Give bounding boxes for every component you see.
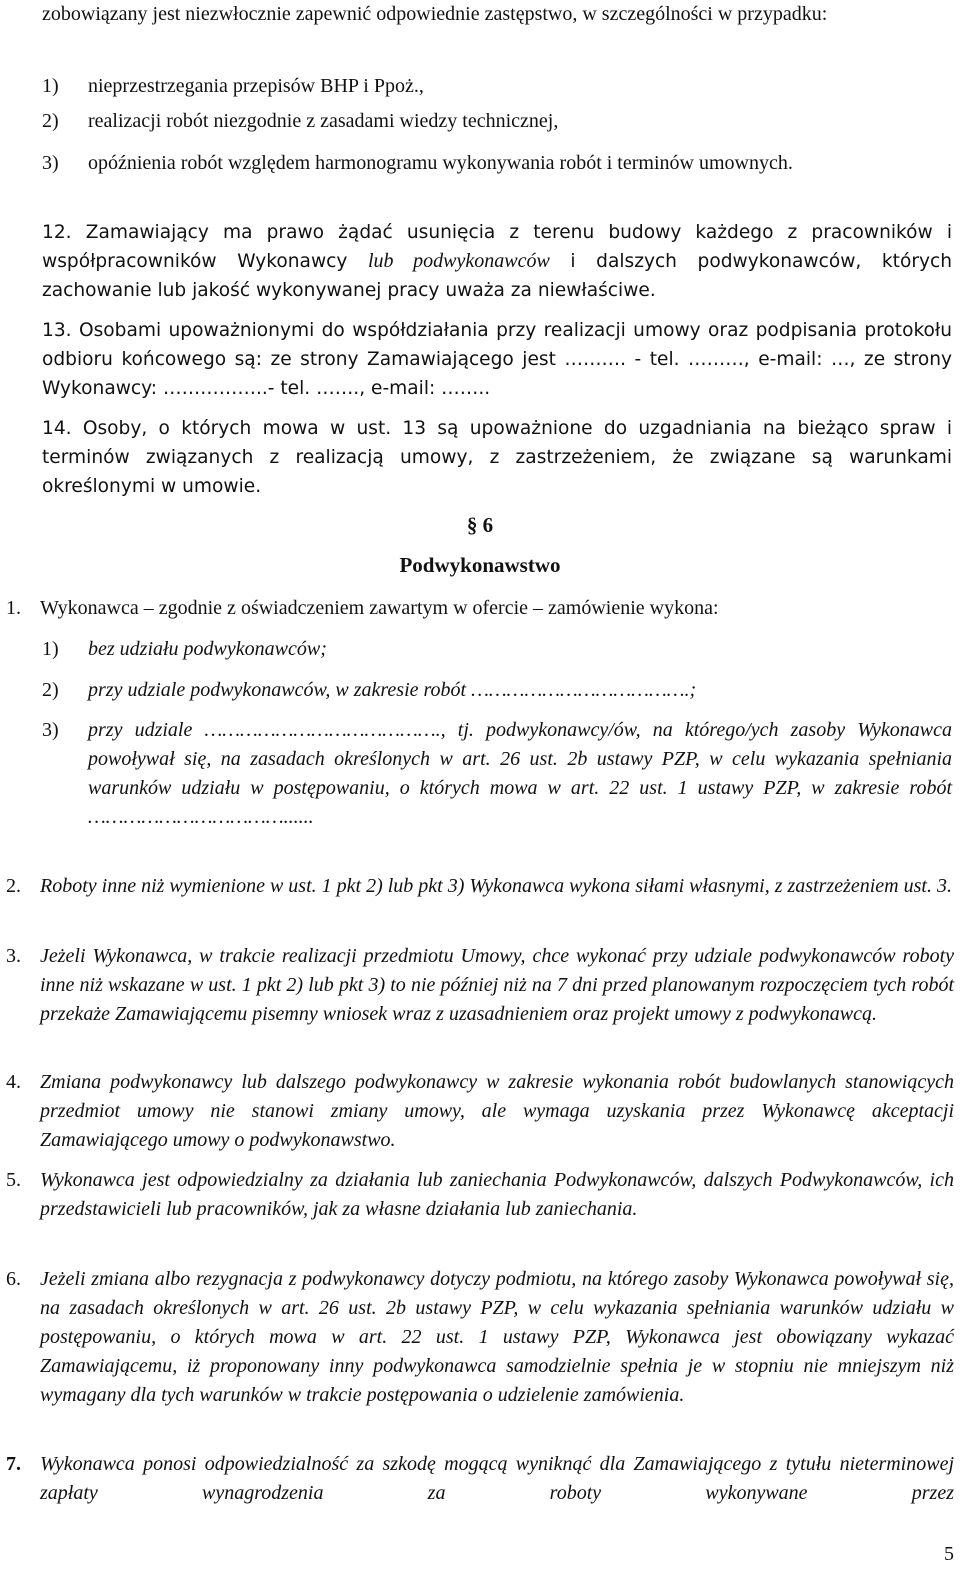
point-text: Zmiana podwykonawcy lub dalszego podwykonawcy w zakresie wykonania robót budowlanych stanowiących przedmiot umowy nie stanowi zmiany umowy, ale wymaga uzyskania przez Wykonawcę akceptacji Zamawiającego umowy o podwykonawstwo. <box>40 1071 954 1151</box>
point-text: Jeżeli zmiana albo rezygnacja z podwykonawcy dotyczy podmiotu, na którego zasoby Wykonawca powoływał się, na zasadach określonych w art. 26 ust. 2b ustawy PZP, w celu wykazania spełniania warunków udziału w postępowaniu, o których mowa w art. 22 ust. 1 ustawy PZP, Wykonawca jest obowiązany wykazać Zamawiającemu, iż proponowany inny podwykonawca samodzielnie spełnia je w stopniu nie mniejszym niż wymagany dla tych warunków w trakcie postępowania o udzielenie zamówienia. <box>40 1268 954 1406</box>
paragraph-12-text-c: i dalszych podwykonawców, których zachowanie lub jakość wykonywanej pracy uważa za niewłaściwe. <box>42 251 952 301</box>
point-1 <box>0 594 954 623</box>
point-text: Wykonawca – zgodnie z oświadczeniem zawartym w ofercie – zamówienie wykona: <box>40 597 719 619</box>
paragraph-12-text-a: Zamawiający ma prawo żądać usunięcia z terenu budowy każdego z pracowników i współpracowników Wykonawcy <box>42 222 952 272</box>
paragraph-14: 14. Osoby, o których mowa w ust. 13 są upoważnione do uzgadniania na bieżąco spraw i terminów związanych z realizacją umowy, z zastrzeżeniem, że związane są warunkami określonymi w umowie. <box>42 418 952 497</box>
case-item-1 <box>42 72 952 101</box>
case-text: opóźnienia robót względem harmonogramu wykonywania robót i terminów umownych. <box>88 152 793 174</box>
point-text: Jeżeli Wykonawca, w trakcie realizacji przedmiotu Umowy, chce wykonać przy udziale podwykonawców roboty inne niż wskazane w ust. 1 pkt 2) lub pkt 3) to nie później niż na 7 dni przed planowanym rozpoczęciem tych robót przekaże Zamawiającemu pisemny wniosek wraz z uzasadnieniem oraz projekt umowy z podwykonawcą. <box>40 945 954 1025</box>
point-number: 7. <box>6 1453 21 1475</box>
case-number: 2) <box>42 110 59 132</box>
point-number: 4. <box>6 1071 21 1093</box>
point-4 <box>0 1068 954 1155</box>
point-number: 3. <box>6 945 21 967</box>
option-number: 1) <box>42 638 59 660</box>
point-5 <box>0 1166 954 1224</box>
point-text: Wykonawca ponosi odpowiedzialność za szkodę mogącą wyniknąć dla Zamawiającego z tytułu nieterminowej zapłaty wynagrodzenia za roboty wykonywane przez <box>40 1453 954 1504</box>
point-2 <box>0 872 954 901</box>
paragraph-12-italic: lub podwykonawców <box>367 250 550 272</box>
page-number: 5 <box>944 1543 954 1565</box>
point-number: 2. <box>6 875 21 897</box>
paragraph-12-number: 12. <box>42 222 72 243</box>
case-item-2 <box>42 107 952 136</box>
point-number: 6. <box>6 1268 21 1290</box>
option-number: 3) <box>42 719 59 741</box>
option-item-2 <box>42 676 952 705</box>
point-7 <box>0 1450 954 1508</box>
case-item-3 <box>42 149 952 178</box>
case-number: 1) <box>42 75 59 97</box>
option-text: przy udziale podwykonawców, w zakresie robót ……………………………….; <box>88 679 697 701</box>
paragraph-13: 13. Osobami upoważnionymi do współdziałania przy realizacji umowy oraz podpisania protokołu odbioru końcowego są: ze strony Zamawiającego jest ………. - tel. ………, e-mail: …, ze strony Wykonawcy: ……………..- tel. ……., e-mail: …….. <box>42 320 952 399</box>
point-text: Wykonawca jest odpowiedzialny za działania lub zaniechania Podwykonawców, dalszych Podwykonawców, ich przedstawicieli lub pracowników, jak za własne działania lub zaniechania. <box>40 1169 954 1220</box>
section-sign: § 6 <box>466 513 494 537</box>
case-text: realizacji robót niezgodnie z zasadami wiedzy technicznej, <box>88 110 559 132</box>
case-text: nieprzestrzegania przepisów BHP i Ppoż., <box>88 75 424 97</box>
intro-paragraph: zobowiązany jest niezwłocznie zapewnić odpowiednie zastępstwo, w szczególności w przypadku: <box>42 3 828 25</box>
option-item-3 <box>42 716 952 832</box>
point-6 <box>0 1265 954 1410</box>
section-title: Podwykonawstwo <box>399 553 561 577</box>
option-item-1 <box>42 635 952 664</box>
paragraph-12 <box>42 218 952 305</box>
option-number: 2) <box>42 679 59 701</box>
point-3 <box>0 942 954 1029</box>
case-number: 3) <box>42 152 59 174</box>
option-text: bez udziału podwykonawców; <box>88 638 327 660</box>
point-number: 1. <box>6 597 21 619</box>
point-text: Roboty inne niż wymienione w ust. 1 pkt 2) lub pkt 3) Wykonawca wykona siłami własnymi, z zastrzeżeniem ust. 3. <box>40 875 952 897</box>
option-text: przy udziale …………………………………., tj. podwykonawcy/ów, na którego/ych zasoby Wykonawca powoływał się, na zasadach określonych w art. 26 ust. 2b ustawy PZP, w celu wykazania spełniania warunków udziału w postępowaniu, o których mowa w art. 22 ust. 1 ustawy PZP, w zakresie robót ……………………………...... <box>88 719 952 828</box>
point-number: 5. <box>6 1169 21 1191</box>
